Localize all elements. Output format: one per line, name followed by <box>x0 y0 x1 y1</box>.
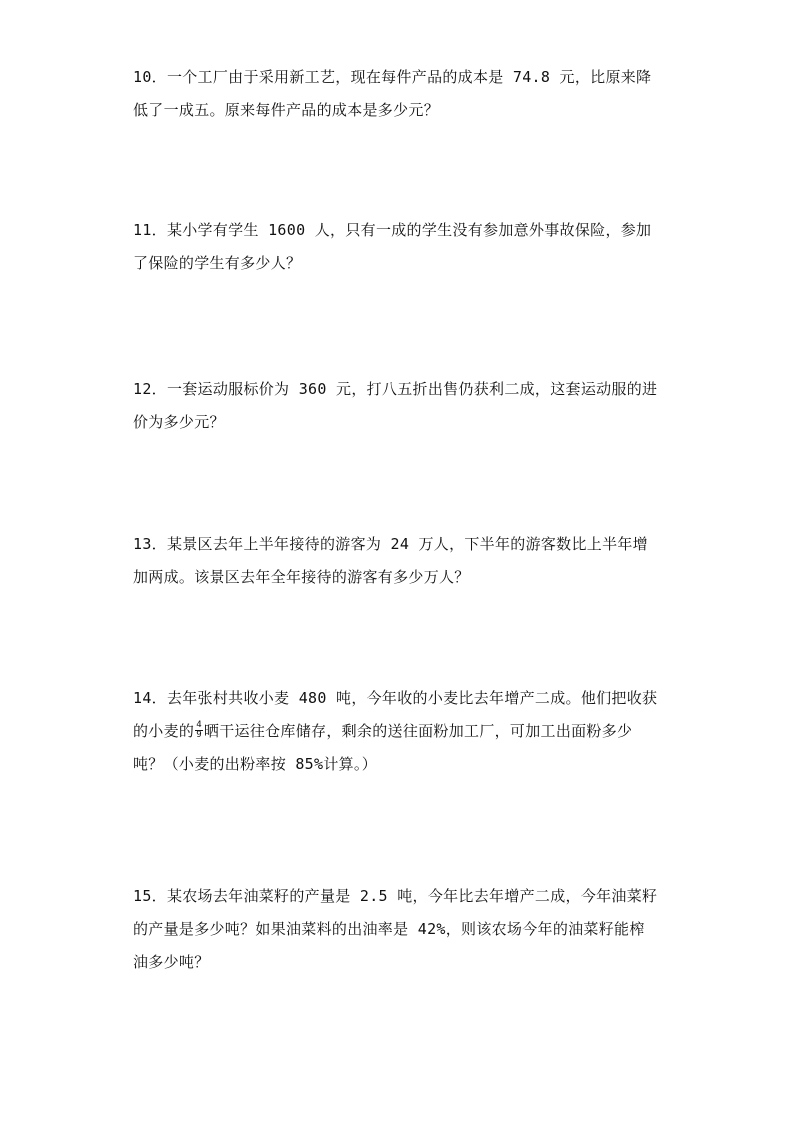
problem-line: 14．去年张村共收小麦 480 吨，今年收的小麦比去年增产二成。他们把收获 <box>133 689 658 707</box>
problem-line-with-fraction <box>133 715 668 748</box>
fraction <box>195 721 203 740</box>
problem-13 <box>133 528 668 594</box>
problem-line: 10．一个工厂由于采用新工艺，现在每件产品的成本是 74.8 元，比原来降 <box>133 68 652 86</box>
fraction-suffix: 晒干运往仓库储存，剩余的送往面粉加工厂，可加工出面粉多少 <box>203 722 633 740</box>
problem-11 <box>133 214 668 280</box>
problem-15 <box>133 880 668 979</box>
problem-line: 15．某农场去年油菜籽的产量是 2.5 吨，今年比去年增产二成，今年油菜籽 <box>133 887 658 905</box>
problem-line: 12．一套运动服标价为 360 元，打八五折出售仍获利二成，这套运动服的进 <box>133 380 658 398</box>
problem-line: 了保险的学生有多少人？ <box>133 254 302 272</box>
problem-line: 11．某小学有学生 1600 人，只有一成的学生没有参加意外事故保险，参加 <box>133 221 652 239</box>
problem-line: 油多少吨？ <box>133 953 210 971</box>
problem-line: 加两成。该景区去年全年接待的游客有多少万人？ <box>133 568 470 586</box>
problem-10 <box>133 61 668 127</box>
fraction-denominator: 9 <box>196 730 202 740</box>
problem-line: 13．某景区去年上半年接待的游客为 24 万人，下半年的游客数比上半年增 <box>133 535 648 553</box>
problem-14 <box>133 682 668 781</box>
fraction-numerator: 4 <box>196 720 202 730</box>
problem-line: 吨？（小麦的出粉率按 85%计算。） <box>133 755 378 773</box>
problem-line: 低了一成五。原来每件产品的成本是多少元？ <box>133 101 440 119</box>
problem-line: 价为多少元？ <box>133 413 225 431</box>
problem-12 <box>133 373 668 439</box>
fraction-prefix: 的小麦的 <box>133 722 195 740</box>
problem-line: 的产量是多少吨？如果油菜料的出油率是 42%，则该农场今年的油菜籽能榨 <box>133 920 645 938</box>
